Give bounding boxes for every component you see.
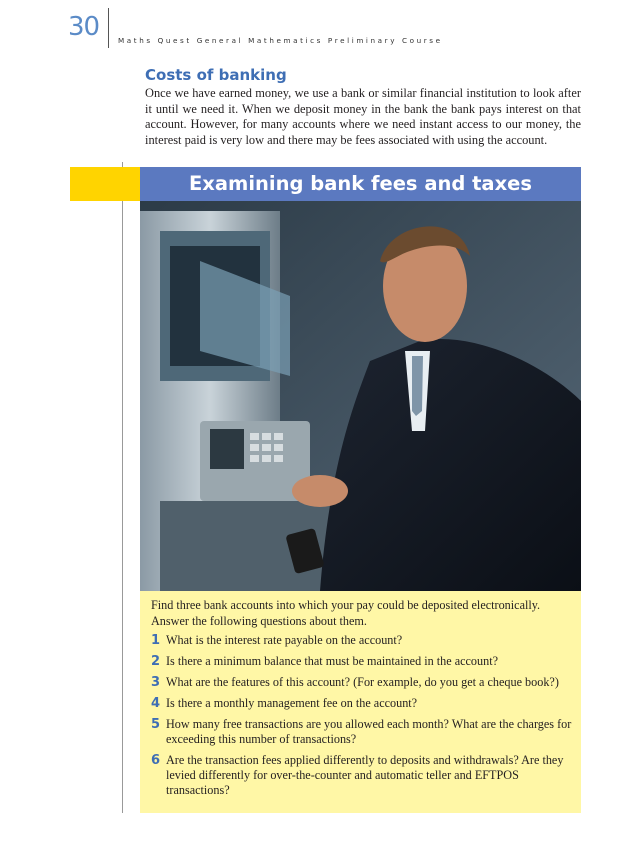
question-number: 4 bbox=[151, 696, 161, 711]
activity-title: Examining bank fees and taxes bbox=[188, 172, 533, 195]
question-item bbox=[151, 633, 576, 648]
question-number: 2 bbox=[151, 654, 161, 669]
question-text: What are the features of this account? (For example, do you get a cheque book?) bbox=[166, 675, 559, 689]
question-number: 1 bbox=[151, 633, 161, 648]
question-list bbox=[151, 633, 576, 804]
running-title: Maths Quest General Mathematics Preliminary Course bbox=[118, 36, 443, 45]
activity-intro: Find three bank accounts into which your pay could be deposited electronically. Answer the following questions about them. bbox=[151, 598, 541, 628]
question-text: How many free transactions are you allowed each month? What are the charges for exceeding this number of transactions? bbox=[166, 717, 572, 746]
question-number: 3 bbox=[151, 675, 161, 690]
header-divider bbox=[108, 8, 109, 48]
question-item bbox=[151, 675, 576, 690]
margin-rule bbox=[122, 162, 123, 813]
activity-header bbox=[70, 167, 581, 201]
question-item bbox=[151, 654, 576, 669]
question-item bbox=[151, 753, 576, 798]
question-text: Is there a minimum balance that must be maintained in the account? bbox=[166, 654, 498, 668]
page-number: 30 bbox=[68, 12, 100, 42]
section-heading: Costs of banking bbox=[145, 66, 287, 84]
question-number: 5 bbox=[151, 717, 161, 732]
question-item bbox=[151, 696, 576, 711]
question-number: 6 bbox=[151, 753, 161, 768]
atm-photo bbox=[140, 201, 581, 591]
question-text: Are the transaction fees applied differently to deposits and withdrawals? Are they levied differently for over-the-counter and automatic teller and EFTPOS transactions? bbox=[166, 753, 564, 797]
intro-paragraph: Once we have earned money, we use a bank or similar financial institution to look after it until we need it. When we deposit money in the bank the bank pays interest on that account. However, for many accounts where we need instant access to our money, the interest paid is very low and there may be fees associated with using the account. bbox=[145, 86, 581, 147]
question-item bbox=[151, 717, 576, 747]
activity-box bbox=[140, 591, 581, 813]
question-text: Is there a monthly management fee on the account? bbox=[166, 696, 418, 710]
activity-tab bbox=[70, 167, 140, 201]
question-text: What is the interest rate payable on the account? bbox=[166, 633, 403, 647]
atm-photo-image bbox=[140, 201, 581, 591]
